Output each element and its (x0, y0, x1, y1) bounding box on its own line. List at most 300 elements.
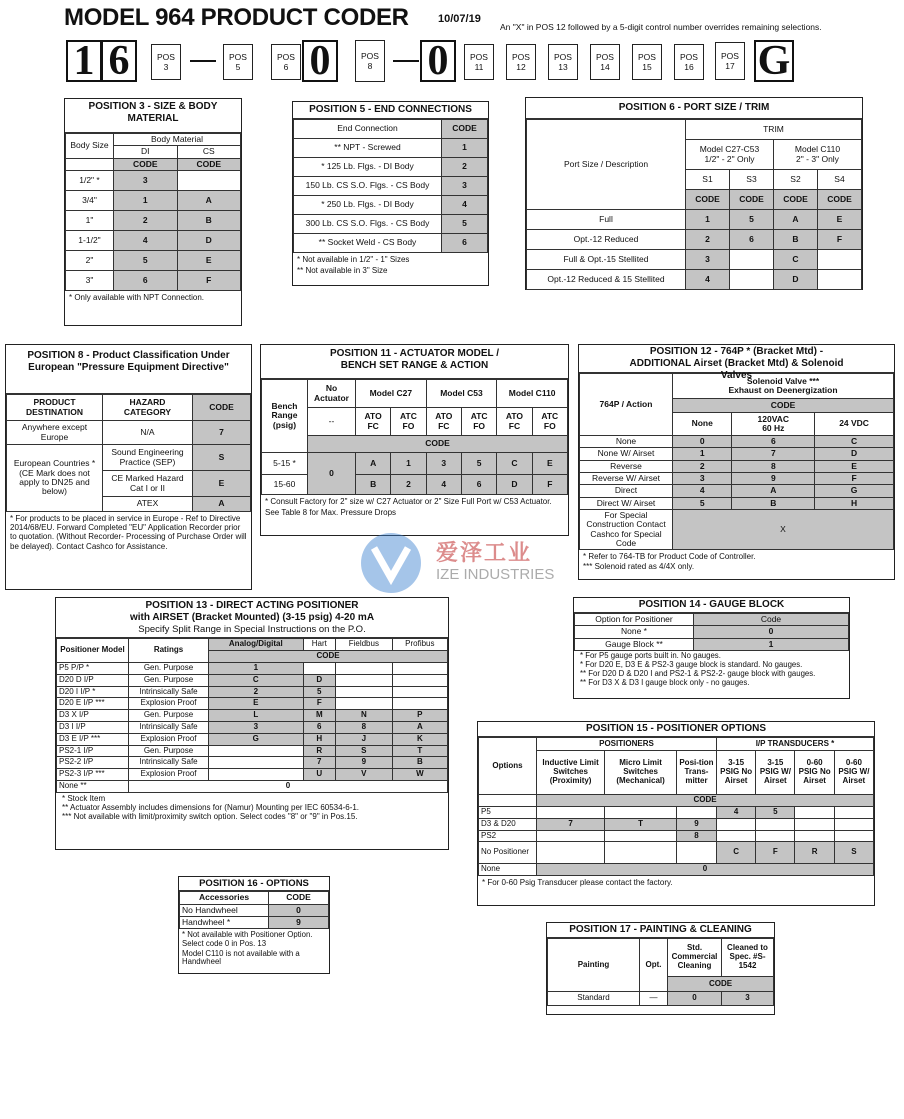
code-cell (209, 769, 304, 781)
code-cell: T (605, 818, 677, 830)
position-5-title: POSITION 5 - END CONNECTIONS (293, 102, 488, 119)
code-cell: 7 (303, 757, 335, 769)
code-cell: A (193, 497, 251, 512)
position-11-title: POSITION 11 - ACTUATOR MODEL / BENCH SET RANGE & ACTION (261, 345, 568, 379)
position-3-table (64, 98, 242, 326)
action-cell: Direct W/ Airset (580, 497, 673, 509)
code-cell: F (815, 473, 894, 485)
option-cell: D3 & D20 (479, 818, 537, 830)
rating-cell: Gen. Purpose (129, 674, 209, 686)
code-cell (730, 250, 774, 270)
position-16-title: POSITION 16 - OPTIONS (179, 877, 329, 891)
accessory-cell: Handwheel * (180, 917, 269, 929)
code-cell: V (335, 769, 392, 781)
transducer-header: 3-15 PSIG W/ Airset (756, 751, 795, 795)
code-cell: X (673, 510, 894, 550)
code-cell (795, 818, 834, 830)
code-cell: C (815, 436, 894, 448)
code-cell: B (774, 230, 818, 250)
page-title: MODEL 964 PRODUCT CODER (64, 4, 409, 31)
model-cell: PS2-1 I/P (57, 745, 129, 757)
code-cell: S (335, 745, 392, 757)
code-header: CODE (177, 158, 241, 170)
code-cell: D (497, 475, 532, 495)
code-cell: 0 (308, 453, 356, 495)
option-cell: PS2 (479, 830, 537, 842)
range-cell: 5-15 * (262, 453, 308, 475)
option-header: Option for Positioner (575, 614, 694, 626)
rating-cell: Gen. Purpose (129, 745, 209, 757)
action-cell: Direct (580, 485, 673, 497)
code-cell (392, 698, 447, 710)
cleaning-header: Std. Commercial Cleaning (668, 939, 722, 977)
code-cell (177, 171, 241, 191)
painting-header: Painting (548, 939, 640, 992)
code-cell: F (303, 698, 335, 710)
ratings-header: Ratings (129, 639, 209, 663)
connection-cell: ** Socket Weld - CS Body (294, 234, 442, 253)
code-cell: A (356, 453, 391, 475)
code-cell: 3 (673, 473, 732, 485)
code-cell: W (392, 769, 447, 781)
position-14-note: * For P5 gauge ports built in. No gauges. (580, 651, 721, 661)
pos-16-box: POS 16 (674, 44, 704, 80)
code-cell: 8 (335, 721, 392, 733)
code-cell (605, 830, 677, 842)
code-cell: 1 (442, 139, 488, 158)
position-8-note: * For products to be placed in service in Europe - Ref to Directive 2014/68/EU. Forward Completed "EU" Application Recorder prior to quotation. (Without Recorder- Processing of Purchase Order will be delayed). Contact Cashco for Assistance. (10, 514, 247, 551)
rating-cell: Explosion Proof (129, 733, 209, 745)
inductive-header: Inductive Limit Switches (Proximity) (537, 751, 605, 795)
accessories-header: Accessories (180, 892, 269, 904)
cs-header: CS (177, 146, 241, 158)
code-cell: U (303, 769, 335, 781)
code-cell (676, 842, 716, 864)
hazard-cell: Sound Engineering Practice (SEP) (103, 445, 193, 471)
size-cell: 2" (66, 251, 114, 271)
code-cell: 3 (114, 171, 178, 191)
code-cell: R (303, 745, 335, 757)
opt-cell: — (640, 992, 668, 1006)
code-cell: 6 (114, 271, 178, 291)
rating-cell: Intrinsically Safe (129, 757, 209, 769)
transducer-header: 0-60 PSIG W/ Airset (834, 751, 873, 795)
size-cell: 3" (66, 271, 114, 291)
code-cell: G (815, 485, 894, 497)
code-cell: A (774, 210, 818, 230)
digit-pos7: 0 (302, 40, 338, 82)
pos-13-box: POS 13 (548, 44, 578, 80)
code-cell: S (834, 842, 873, 864)
position-5-note: * Not available in 1/2" - 1" Sizes (297, 255, 410, 264)
analog-digital-header: Analog/Digital (209, 639, 304, 651)
code-cell (392, 686, 447, 698)
code-cell (756, 818, 795, 830)
code-cell: R (795, 842, 834, 864)
bench-range-header: Bench Range (psig) (262, 380, 308, 453)
position-6-title: POSITION 6 - PORT SIZE / TRIM (526, 98, 862, 119)
action-header: ATC FO (532, 408, 567, 436)
hazard-header: HAZARD CATEGORY (103, 395, 193, 421)
position-12-table (578, 344, 895, 580)
code-header: CODE (668, 977, 774, 992)
fieldbus-header: Fieldbus (335, 639, 392, 651)
code-cell: 4 (673, 485, 732, 497)
code-cell: 3 (442, 177, 488, 196)
option-cell: None * (575, 626, 694, 638)
positioners-header: POSITIONERS (537, 738, 717, 751)
pos-15-box: POS 15 (632, 44, 662, 80)
code-cell: C (716, 842, 755, 864)
pos-12-box: POS 12 (506, 44, 536, 80)
code-cell: 9 (676, 818, 716, 830)
code-cell: P (392, 710, 447, 722)
position-16-note: * Not available with Positioner Option. Select code 0 in Pos. 13 (182, 930, 313, 948)
code-cell (605, 807, 677, 819)
code-cell: 8 (676, 830, 716, 842)
code-cell: 5 (442, 215, 488, 234)
options-header: Options (479, 738, 537, 795)
code-cell: 4 (716, 807, 755, 819)
code-cell: 0 (668, 992, 722, 1006)
position-13-note: * Stock Item (62, 793, 106, 803)
digit-pos9-10: 0 (420, 40, 456, 82)
model-cell: D20 E I/P *** (57, 698, 129, 710)
code-cell (209, 745, 304, 757)
action-header: ATC FO (461, 408, 496, 436)
code-cell: D (177, 231, 241, 251)
option-cell: P5 (479, 807, 537, 819)
position-13-note: ** Actuator Assembly includes dimensions for (Namur) Mounting per IEC 60534-6-1. (62, 802, 360, 812)
code-cell: G (209, 733, 304, 745)
position-5-table (292, 101, 489, 286)
action-cell: Reverse (580, 460, 673, 472)
position-13-title: POSITION 13 - DIRECT ACTING POSITIONER (145, 600, 359, 611)
model-cell: D3 E I/P *** (57, 733, 129, 745)
code-cell: 7 (537, 818, 605, 830)
position-12-title: POSITION 12 - 764P * (Bracket Mtd) - ADDITIONAL Airset (Bracket Mtd) & Solenoid Valves (579, 345, 894, 373)
code-cell: B (392, 757, 447, 769)
hart-header: Hart (303, 639, 335, 651)
code-cell: 6 (730, 230, 774, 250)
code-cell: 2 (114, 211, 178, 231)
code-header: CODE (193, 395, 251, 421)
code-cell: 7 (732, 448, 815, 460)
action-cell: None W/ Airset (580, 448, 673, 460)
position-15-title: POSITION 15 - POSITIONER OPTIONS (478, 722, 874, 737)
micro-header: Micro Limit Switches (Mechanical) (605, 751, 677, 795)
code-cell: 2 (391, 475, 426, 495)
code-cell: C (497, 453, 532, 475)
special-construction-cell: For Special Construction Contact Cashco for Special Code (580, 510, 673, 550)
code-cell: 1 (209, 663, 304, 675)
code-cell (730, 270, 774, 290)
action-header: ATO FC (497, 408, 532, 436)
code-cell (818, 270, 862, 290)
code-cell: 0 (129, 780, 448, 792)
code-cell (303, 663, 335, 675)
code-cell: 4 (114, 231, 178, 251)
code-cell: E (177, 251, 241, 271)
destination-cell: Anywhere except Europe (7, 421, 103, 445)
port-cell: Full (527, 210, 686, 230)
code-cell: 3 (426, 453, 461, 475)
code-cell: E (209, 698, 304, 710)
code-cell: 4 (686, 270, 730, 290)
code-cell: 1 (694, 638, 849, 650)
revision-date: 10/07/19 (438, 13, 481, 25)
position-8-table (5, 344, 252, 590)
code-cell (209, 757, 304, 769)
code-cell (716, 818, 755, 830)
accessory-cell: No Handwheel (180, 904, 269, 916)
connection-cell: ** NPT - Screwed (294, 139, 442, 158)
code-header: CODE (209, 651, 448, 663)
connection-cell: * 250 Lb. Flgs. - DI Body (294, 196, 442, 215)
position-14-note: ** For D20 D & D20 I and PS2-1 & PS2-2- gauge block with gauges. (580, 668, 816, 678)
code-cell (818, 250, 862, 270)
code-cell (392, 663, 447, 675)
code-cell: 6 (442, 234, 488, 253)
code-cell: D (303, 674, 335, 686)
code-header: Code (694, 614, 849, 626)
code-cell: H (303, 733, 335, 745)
position-12-note: * Refer to 764-TB for Product Code of Controller. (583, 552, 756, 562)
transducers-header: I/P TRANSDUCERS * (716, 738, 873, 751)
port-cell: Full & Opt.-15 Stellited (527, 250, 686, 270)
code-cell: 0 (537, 864, 874, 876)
transducer-header: 3-15 PSIG No Airset (716, 751, 755, 795)
code-cell: 1 (114, 191, 178, 211)
s1-header: S1 (686, 170, 730, 190)
code-cell (537, 842, 605, 864)
code-cell: C (774, 250, 818, 270)
120vac-header: 120VAC 60 Hz (732, 413, 815, 436)
code-cell: 9 (269, 917, 329, 929)
code-cell: N (335, 710, 392, 722)
code-cell: E (532, 453, 567, 475)
position-13-note: *** Not available with limit/proximity switch option. Select codes "8" or "9" in Pos.15. (62, 812, 358, 822)
position-14-note: ** For D3 X & D3 I gauge block only - no gauges. (580, 677, 750, 687)
code-header: CODE (269, 892, 329, 904)
s4-header: S4 (818, 170, 862, 190)
code-cell: S (193, 445, 251, 471)
body-size-header: Body Size (66, 134, 114, 159)
code-cell: J (335, 733, 392, 745)
code-cell: 2 (209, 686, 304, 698)
code-cell (676, 807, 716, 819)
dash (393, 60, 419, 62)
code-cell: 8 (732, 460, 815, 472)
code-header: CODE (673, 399, 894, 413)
pos-17-box: POS 17 (715, 42, 745, 80)
size-cell: 1/2" * (66, 171, 114, 191)
code-cell: 5 (730, 210, 774, 230)
action-cell: None (580, 436, 673, 448)
no-actuator-cell: -- (308, 408, 356, 436)
code-cell (335, 674, 392, 686)
transducer-header: 0-60 PSIG No Airset (795, 751, 834, 795)
code-cell (756, 830, 795, 842)
position-16-note: Model C110 is not available with a Handwheel (182, 948, 300, 966)
code-cell: 0 (673, 436, 732, 448)
position-11-note: * Consult Factory for 2" size w/ C27 Actuator or 2" Size Full Port w/ C53 Actuator. (265, 497, 552, 506)
rating-cell: Explosion Proof (129, 698, 209, 710)
code-cell: D (774, 270, 818, 290)
code-cell: 2 (442, 158, 488, 177)
position-3-note: * Only available with NPT Connection. (69, 293, 205, 303)
override-note: An "X" in POS 12 followed by a 5-digit control number overrides remaining selections. (500, 22, 822, 32)
code-cell: F (818, 230, 862, 250)
size-cell: 1" (66, 211, 114, 231)
watermark-cn: 爱泽工业 (436, 540, 533, 565)
rating-cell: Explosion Proof (129, 769, 209, 781)
action-header: 764P / Action (580, 374, 673, 436)
code-cell: 3 (209, 721, 304, 733)
code-cell: E (815, 460, 894, 472)
pos-14-box: POS 14 (590, 44, 620, 80)
rating-cell: Gen. Purpose (129, 663, 209, 675)
position-13-subtitle: with AIRSET (Bracket Mounted) (3-15 psig) 4-20 mA (129, 612, 375, 623)
port-cell: Opt.-12 Reduced (527, 230, 686, 250)
model-c53-header: Model C53 (426, 380, 497, 408)
port-cell: Opt.-12 Reduced & 15 Stellited (527, 270, 686, 290)
code-cell: 5 (756, 807, 795, 819)
dash (190, 60, 216, 62)
rating-cell: Gen. Purpose (129, 710, 209, 722)
digit-last: G (754, 40, 794, 82)
code-cell: A (392, 721, 447, 733)
model-cell: D3 I I/P (57, 721, 129, 733)
code-cell (537, 807, 605, 819)
code-cell (834, 807, 873, 819)
range-cell: 15-60 (262, 475, 308, 495)
model-cell: PS2-3 I/P *** (57, 769, 129, 781)
position-17-table (546, 922, 775, 1015)
hazard-cell: N/A (103, 421, 193, 445)
position-15-table (477, 721, 875, 906)
model-cell: D20 I I/P * (57, 686, 129, 698)
position-8-title: POSITION 8 - Product Classification Under European "Pressure Equipment Directive" (6, 345, 251, 394)
code-cell: 3 (686, 250, 730, 270)
di-header: DI (114, 146, 178, 158)
size-cell: 3/4" (66, 191, 114, 211)
code-cell (392, 674, 447, 686)
option-cell: Gauge Block ** (575, 638, 694, 650)
code-cell: A (177, 191, 241, 211)
connection-cell: 150 Lb. CS S.O. Flgs. - CS Body (294, 177, 442, 196)
position-13-instruction: Specify Split Range in Special Instructions on the P.O. (56, 624, 448, 638)
rating-cell: Intrinsically Safe (129, 721, 209, 733)
code-cell (795, 807, 834, 819)
destination-header: PRODUCT DESTINATION (7, 395, 103, 421)
model-cell: P5 P/P * (57, 663, 129, 675)
code-cell: 6 (461, 475, 496, 495)
position-6-table (525, 97, 863, 290)
code-cell: A (732, 485, 815, 497)
code-cell: 5 (303, 686, 335, 698)
code-cell: 2 (686, 230, 730, 250)
position-17-title: POSITION 17 - PAINTING & CLEANING (547, 923, 774, 938)
action-header: ATO FC (426, 408, 461, 436)
s3-header: S3 (730, 170, 774, 190)
code-cell: 4 (426, 475, 461, 495)
code-cell: 5 (673, 497, 732, 509)
pos-5-box: POS 5 (223, 44, 253, 80)
position-14-title: POSITION 14 - GAUGE BLOCK (574, 598, 849, 613)
code-cell: E (818, 210, 862, 230)
s2-header: S2 (774, 170, 818, 190)
option-cell: No Positioner (479, 842, 537, 864)
position-15-note: * For 0-60 Psig Transducer please contact the factory. (482, 878, 673, 888)
code-header: CODE (537, 795, 874, 807)
position-14-table (573, 597, 850, 699)
model-cell: D3 X I/P (57, 710, 129, 722)
position-5-note: ** Not available in 3" Size (297, 266, 388, 276)
model-cell: None ** (57, 780, 129, 792)
position-16-table (178, 876, 330, 974)
code-cell: 3 (722, 992, 774, 1006)
digit-1: 1 (66, 40, 102, 82)
code-cell: 6 (732, 436, 815, 448)
code-cell: D (815, 448, 894, 460)
code-header: CODE (730, 190, 774, 210)
model-cell: D20 D I/P (57, 674, 129, 686)
transmitter-header: Posi-tion Trans-mitter (676, 751, 716, 795)
hazard-cell: ATEX (103, 497, 193, 512)
watermark-logo (356, 528, 426, 598)
code-cell: C (209, 674, 304, 686)
position-12-note: *** Solenoid rated as 4/4X only. (583, 561, 695, 571)
code-cell: E (193, 471, 251, 497)
code-cell: 0 (694, 626, 849, 638)
code-header: CODE (686, 190, 730, 210)
code-cell (605, 842, 677, 864)
pos-3-box: POS 3 (151, 44, 181, 80)
end-connection-header: End Connection (294, 120, 442, 139)
position-14-note: * For D20 E, D3 E & PS2-3 gauge block is standard. No gauges. (580, 659, 803, 669)
code-header: CODE (308, 436, 568, 453)
code-header: CODE (818, 190, 862, 210)
code-cell (335, 698, 392, 710)
action-cell: Reverse W/ Airset (580, 473, 673, 485)
code-header: CODE (114, 158, 178, 170)
profibus-header: Profibus (392, 639, 447, 651)
code-cell: 1 (391, 453, 426, 475)
model-c27-header: Model C27 (356, 380, 427, 408)
code-cell: 0 (269, 904, 329, 916)
body-material-header: Body Material (114, 134, 241, 146)
connection-cell: 300 Lb. CS S.O. Flgs. - CS Body (294, 215, 442, 234)
watermark-en: IZE INDUSTRIES (436, 566, 555, 583)
code-header: CODE (442, 120, 488, 139)
code-cell: T (392, 745, 447, 757)
connection-cell: * 125 Lb. Flgs. - DI Body (294, 158, 442, 177)
painting-cell: Standard (548, 992, 640, 1006)
size-cell: 1-1/2" (66, 231, 114, 251)
code-cell: 5 (114, 251, 178, 271)
code-cell: H (815, 497, 894, 509)
code-cell (537, 830, 605, 842)
model-c27-c53-header: Model C27-C53 1/2" - 2" Only (686, 140, 774, 170)
position-13-table (55, 597, 449, 850)
code-cell: B (177, 211, 241, 231)
code-cell: B (356, 475, 391, 495)
model-c110-header: Model C110 2" - 3" Only (774, 140, 862, 170)
code-cell: 1 (673, 448, 732, 460)
model-c110-header: Model C110 (497, 380, 568, 408)
solenoid-header: Solenoid Valve *** Exhaust on Deenergization (673, 374, 894, 399)
